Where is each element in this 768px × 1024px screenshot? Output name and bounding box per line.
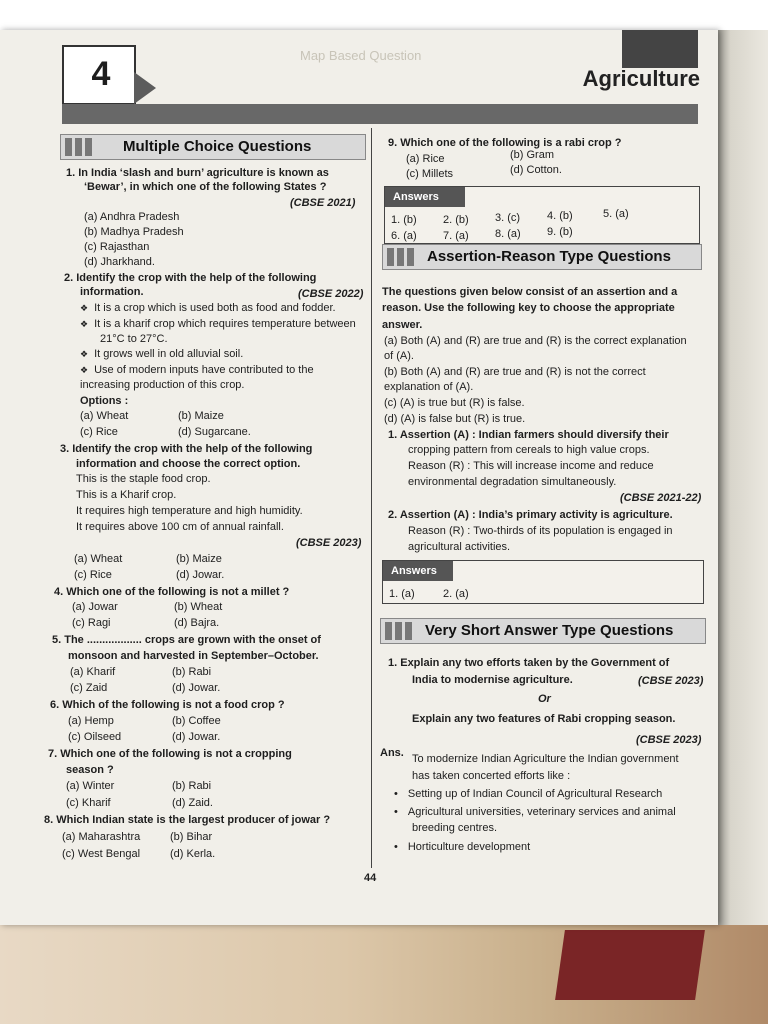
intro-text: answer. (382, 319, 423, 331)
option: (a) Hemp (68, 715, 114, 727)
dot-bullet-icon: • (394, 841, 398, 853)
dot-bullet-icon: • (394, 788, 398, 800)
option: (c) Oilseed (68, 731, 122, 743)
key-line: (c) (A) is true but (R) is false. (384, 397, 525, 409)
question-text: information. (80, 286, 144, 298)
chapter-number: 4 (91, 55, 111, 93)
option: (d) Jharkhand. (84, 256, 155, 268)
bullet-item: ❖ It is a kharif crop which requires temperature between (80, 318, 356, 330)
answer-bullet: • Horticulture development (394, 841, 531, 853)
reason-text: environmental degradation simultaneously. (408, 476, 617, 488)
question-text: India to modernise agriculture. (412, 674, 573, 686)
heading-bars-icon (387, 248, 417, 266)
reason-text: Reason (R) : This will increase income and reduce (408, 460, 654, 472)
option: (d) Jowar. (172, 682, 221, 694)
answer-cell: 7. (a) (443, 230, 469, 242)
option: (a) Jowar (72, 601, 118, 613)
answer-bullet: • Agricultural universities, veterinary services and animal (394, 806, 676, 818)
option: (a) Wheat (74, 553, 123, 565)
answer-text: To modernize Indian Agriculture the Indian government (412, 753, 679, 765)
bullet-item: ❖ It is a crop which is used both as food and fodder. (80, 302, 336, 314)
option: (c) Millets (406, 168, 454, 180)
bullet-item: ❖ It grows well in old alluvial soil. (80, 348, 244, 360)
answer-label: Ans. (380, 747, 404, 759)
option: (c) Kharif (66, 797, 111, 809)
cbse-tag: (CBSE 2023) (636, 734, 702, 746)
or-separator: Or (538, 693, 551, 705)
option: (d) Bajra. (174, 617, 220, 629)
option: (c) West Bengal (62, 848, 141, 860)
key-line: of (A). (384, 350, 414, 362)
answer-cell: 2. (b) (443, 214, 469, 226)
section-heading-very-short (380, 618, 706, 644)
option: (d) Jowar. (172, 731, 221, 743)
header-corner-block (622, 30, 698, 68)
option: (b) Gram (510, 149, 554, 161)
chapter-number-box (62, 45, 136, 105)
question-text: 2. Identify the crop with the help of the following (64, 272, 317, 284)
answer-cell: 8. (a) (495, 228, 521, 240)
question-text: 1. In India ‘slash and burn’ agriculture is known as (66, 167, 329, 179)
option: (a) Andhra Pradesh (84, 211, 180, 223)
options-label: Options : (80, 395, 129, 407)
option: (c) Rajasthan (84, 241, 150, 253)
photo-background-top (0, 0, 768, 30)
bullet-continuation: 21°C to 27°C. (100, 333, 168, 345)
option: (b) Wheat (174, 601, 223, 613)
answers-box (382, 560, 704, 604)
answers-label: Answers (385, 187, 465, 207)
answer-cell: 4. (b) (547, 210, 573, 222)
info-line: This is the staple food crop. (76, 473, 211, 485)
column-divider (371, 128, 372, 868)
intro-text: The questions given below consist of an assertion and a (382, 286, 678, 298)
cbse-tag: (CBSE 2022) (298, 288, 364, 300)
option: (c) Rice (74, 569, 112, 581)
option: (a) Wheat (80, 410, 129, 422)
assertion-text: 1. Assertion (A) : Indian farmers should diversify their (388, 429, 669, 441)
section-heading-assertion-reason (382, 244, 702, 270)
question-text: season ? (66, 764, 114, 776)
option: (a) Kharif (70, 666, 116, 678)
question-text: 1. Explain any two efforts taken by the Government of (388, 657, 670, 669)
header-band (62, 104, 698, 124)
key-line: explanation of (A). (384, 381, 474, 393)
diamond-bullet-icon: ❖ (80, 365, 89, 375)
answer-text: has taken concerted efforts like : (412, 770, 571, 782)
cbse-tag: (CBSE 2023) (638, 675, 704, 687)
bullet-item: ❖ Use of modern inputs have contributed to the (80, 364, 314, 376)
answer-cell: 2. (a) (443, 588, 469, 600)
heading-bars-icon (385, 622, 415, 640)
question-text: 8. Which Indian state is the largest producer of jowar ? (44, 814, 331, 826)
option: (b) Madhya Pradesh (84, 226, 184, 238)
option: (b) Coffee (172, 715, 221, 727)
answer-cell: 3. (c) (495, 212, 521, 224)
option: (a) Maharashtra (62, 831, 141, 843)
question-text: ‘Bewar’, in which one of the following States ? (84, 181, 327, 193)
cbse-tag: (CBSE 2021-22) (620, 492, 702, 504)
chapter-title: Agriculture (582, 66, 700, 91)
info-line: It requires high temperature and high humidity. (76, 505, 303, 517)
option: (b) Rabi (172, 780, 212, 792)
question-text: 4. Which one of the following is not a millet ? (54, 586, 290, 598)
cbse-tag: (CBSE 2023) (296, 537, 362, 549)
question-text: 5. The .................. crops are grown with the onset of (52, 634, 321, 646)
intro-text: reason. Use the following key to choose the appropriate (382, 302, 675, 314)
question-text: information and choose the correct option. (76, 458, 301, 470)
option: (d) Sugarcane. (178, 426, 251, 438)
diamond-bullet-icon: ❖ (80, 303, 89, 313)
cbse-tag: (CBSE 2021) (290, 197, 356, 209)
answer-cell: 1. (a) (389, 588, 415, 600)
answers-box (384, 186, 700, 244)
answer-cell: 9. (b) (547, 226, 573, 238)
assertion-text: cropping pattern from cereals to high value crops. (408, 444, 650, 456)
question-text: Explain any two features of Rabi cropping season. (412, 713, 676, 725)
question-text: monsoon and harvested in September–October. (68, 650, 319, 662)
answer-bullet-continuation: breeding centres. (412, 822, 497, 834)
option: (d) Zaid. (172, 797, 213, 809)
adjacent-page-edge (718, 30, 768, 925)
option: (a) Winter (66, 780, 115, 792)
option: (c) Rice (80, 426, 118, 438)
section-title: Multiple Choice Questions (123, 138, 312, 155)
answer-bullet: • Setting up of Indian Council of Agricultural Research (394, 788, 663, 800)
dot-bullet-icon: • (394, 806, 398, 818)
option: (d) Kerla. (170, 848, 216, 860)
key-line: (a) Both (A) and (R) are true and (R) is the correct explanation (384, 335, 687, 347)
diamond-bullet-icon: ❖ (80, 349, 89, 359)
diamond-bullet-icon: ❖ (80, 319, 89, 329)
bullet-continuation: increasing production of this crop. (80, 379, 245, 391)
reason-text: Reason (R) : Two-thirds of its population is engaged in (408, 525, 673, 537)
question-text: 7. Which one of the following is not a cropping (48, 748, 292, 760)
info-line: It requires above 100 cm of annual rainfall. (76, 521, 284, 533)
option: (b) Maize (178, 410, 224, 422)
assertion-text: 2. Assertion (A) : India’s primary activity is agriculture. (388, 509, 673, 521)
option: (b) Maize (176, 553, 222, 565)
section-heading-mcq (60, 134, 366, 160)
option: (d) Cotton. (510, 164, 562, 176)
answers-label: Answers (383, 561, 453, 581)
answer-cell: 1. (b) (391, 214, 417, 226)
question-text: 6. Which of the following is not a food crop ? (50, 699, 285, 711)
red-cloth (555, 930, 705, 1000)
section-title: Very Short Answer Type Questions (425, 622, 674, 639)
page-number: 44 (364, 872, 377, 884)
question-text: 9. Which one of the following is a rabi crop ? (388, 137, 622, 149)
info-line: This is a Kharif crop. (76, 489, 177, 501)
option: (b) Bihar (170, 831, 213, 843)
question-text: 3. Identify the crop with the help of the following (60, 443, 313, 455)
heading-bars-icon (65, 138, 95, 156)
option: (b) Rabi (172, 666, 212, 678)
section-title: Assertion-Reason Type Questions (427, 248, 671, 265)
option: (d) Jowar. (176, 569, 225, 581)
answer-cell: 6. (a) (391, 230, 417, 242)
answer-cell: 5. (a) (603, 208, 629, 220)
bleed-through-text: Map Based Question (300, 48, 422, 63)
key-line: (b) Both (A) and (R) are true and (R) is not the correct (384, 366, 646, 378)
option: (c) Ragi (72, 617, 111, 629)
key-line: (d) (A) is false but (R) is true. (384, 413, 526, 425)
chapter-arrow-icon (134, 72, 156, 104)
reason-text: agricultural activities. (408, 541, 511, 553)
option: (c) Zaid (70, 682, 108, 694)
option: (a) Rice (406, 153, 445, 165)
